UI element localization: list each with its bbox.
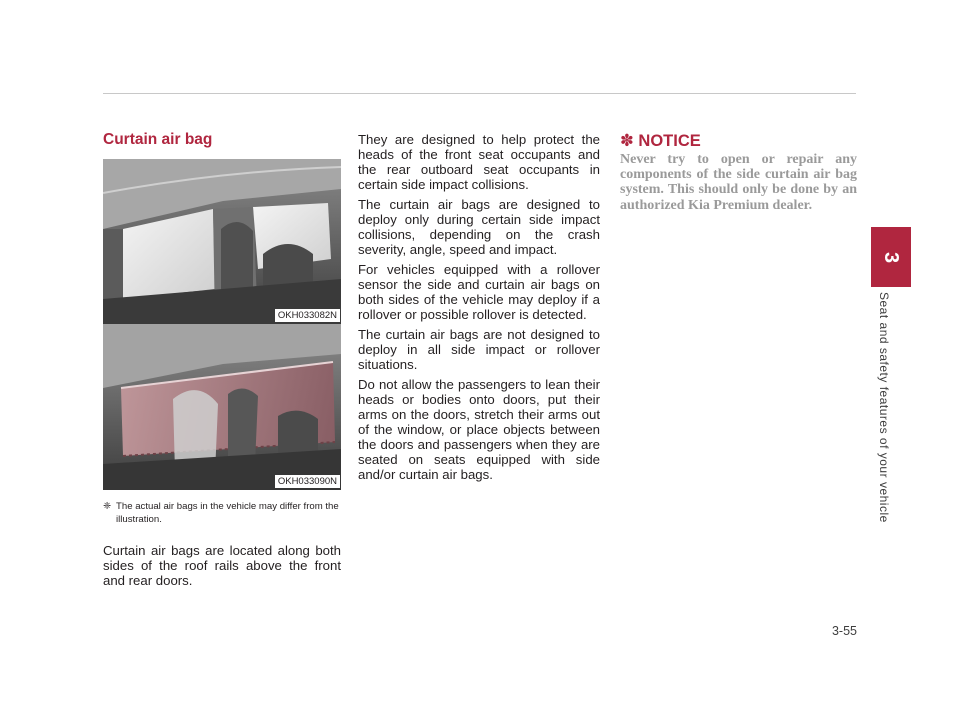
page-number: 3-55 [831,624,857,638]
intro-paragraph: Curtain air bags are located along both sides of the roof rails above the front and rear doors. [103,543,341,588]
figure-airbag-stowed [103,159,341,324]
illustration-interior-stowed [103,159,341,324]
caption-text: The actual air bags in the vehicle may differ from the illustration. [116,501,339,525]
figure-code: OKH033082N [275,309,340,322]
chapter-number: 3 [880,251,903,263]
chapter-title: Seat and safety features of your vehicle [877,292,891,523]
illustration-interior-deployed [103,324,341,490]
body-paragraph: For vehicles equipped with a rollover sensor the side and curtain air bags on both sides of the vehicle may deploy if a rollover or possible rollover is detected. [358,262,600,322]
section-title: Curtain air bag [103,131,213,148]
figure-code: OKH033090N [275,475,340,488]
body-paragraph: The curtain air bags are not designed to deploy in all side impact or rollover situations. [358,327,600,372]
body-paragraph: They are designed to help protect the heads of the front seat occupants and the rear outboard seat occupants in certain side impact collisions. [358,132,600,192]
header-rule [103,93,856,94]
body-paragraph: Do not allow the passengers to lean their heads or bodies onto doors, put their arms on the doors, stretch their arms out of the window, or place objects between the doors and passengers when they are seated on seats equipped with side and/or curtain air bags. [358,377,600,482]
figure-airbag-deployed [103,324,341,490]
figure-caption [103,500,341,526]
caption-mark: ❈ [103,501,112,512]
notice-heading: ✽ NOTICE [620,132,701,150]
notice-box [620,132,857,213]
chapter-tab[interactable] [871,227,911,287]
notice-text: Never try to open or repair any components of the side curtain air bag system. This should only be done by an authorized Kia Premium dealer. [620,152,857,213]
body-paragraph: The curtain air bags are designed to deploy only during certain side impact collisions, depending on the crash severity, angle, speed and impact. [358,197,600,257]
left-column [103,130,341,593]
middle-column [358,132,600,487]
